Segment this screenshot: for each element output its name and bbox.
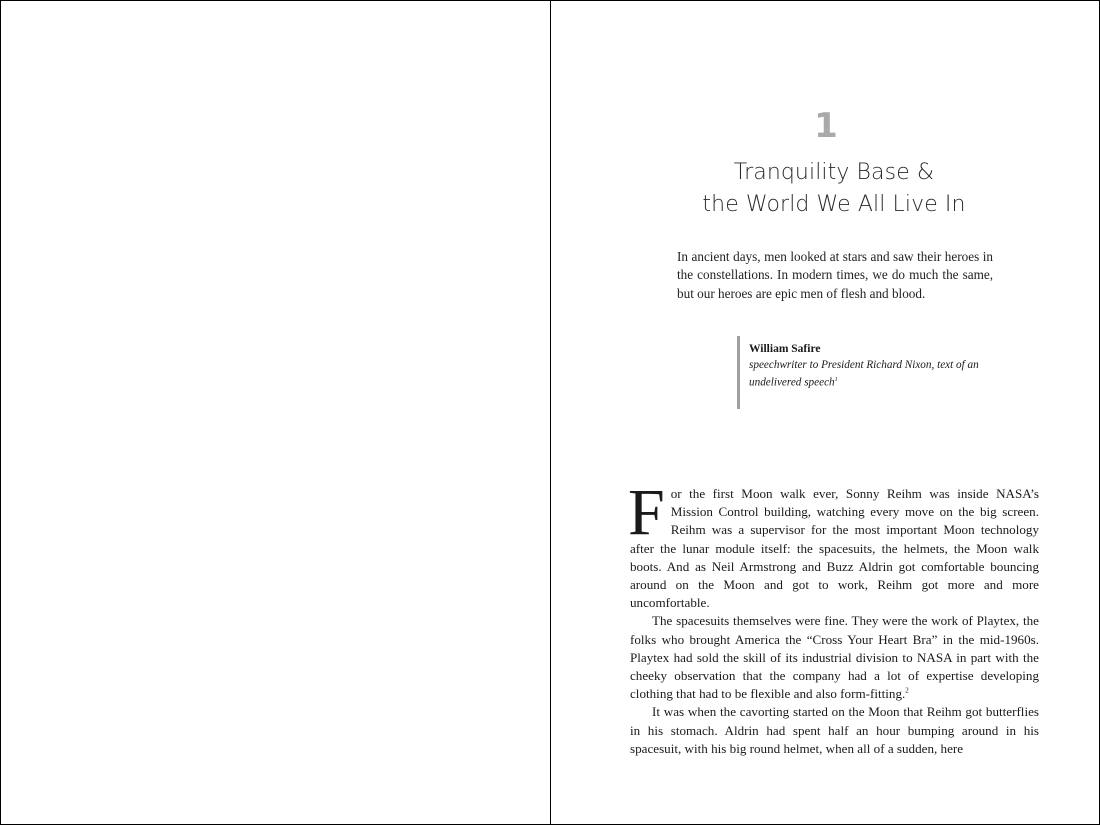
paragraph-3-text: It was when the cavorting started on the Moon that Reihm got butterflies in his stomach. Aldrin had spent half an hour bumping around in his spacesuit, with his big round helmet, when all of a sudden, here — [630, 704, 1039, 756]
attribution-name: William Safire — [749, 343, 821, 355]
paragraph-2 — [630, 612, 1039, 703]
chapter-body-text — [628, 476, 1039, 758]
chapter-title — [551, 157, 1100, 221]
paragraph-2-text: The spacesuits themselves were fine. They were the work of Playtex, the folks who brought America the “Cross Your Heart Bra” in the mid-1960s. Playtex had sold the skill of its industrial division to NASA in part with the cheeky observation that the company had a lot of expertise developing clothing that had to be flexible and also form-fitting. — [630, 613, 1039, 702]
chapter-title-line-1: Tranquility Base & — [733, 160, 935, 185]
paragraph-1 — [628, 476, 1039, 612]
paragraph-1-text: or the first Moon walk ever, Sonny Reihm was inside NASA’s Mission Control building, watching every move on the big screen. Reihm was a supervisor for the most important Moon technology after the lunar module itself: the spacesuits, the helmets, the Moon walk boots. And as Neil Armstrong and Buzz Aldrin got comfortable bouncing around on the Moon and got to work, Reihm got more and more uncomfortable. — [630, 486, 1039, 611]
epigraph-quote: In ancient days, men looked at stars and saw their heroes in the constellations. In modern times, we do much the same, but our heroes are epic men of flesh and blood. — [677, 249, 993, 301]
drop-cap-letter: F — [628, 476, 665, 549]
paragraph-3 — [630, 703, 1039, 758]
attribution-role — [749, 358, 997, 392]
epigraph-attribution — [737, 336, 997, 409]
chapter-title-line-2: the World We All Live In — [702, 192, 966, 217]
footnote-marker-1: 1 — [834, 377, 838, 383]
right-page — [550, 0, 1100, 825]
chapter-number: 1 — [814, 106, 838, 146]
footnote-marker-2: 2 — [905, 686, 909, 695]
attribution-role-text: speechwriter to President Richard Nixon, text of an undelivered speech — [749, 358, 979, 389]
